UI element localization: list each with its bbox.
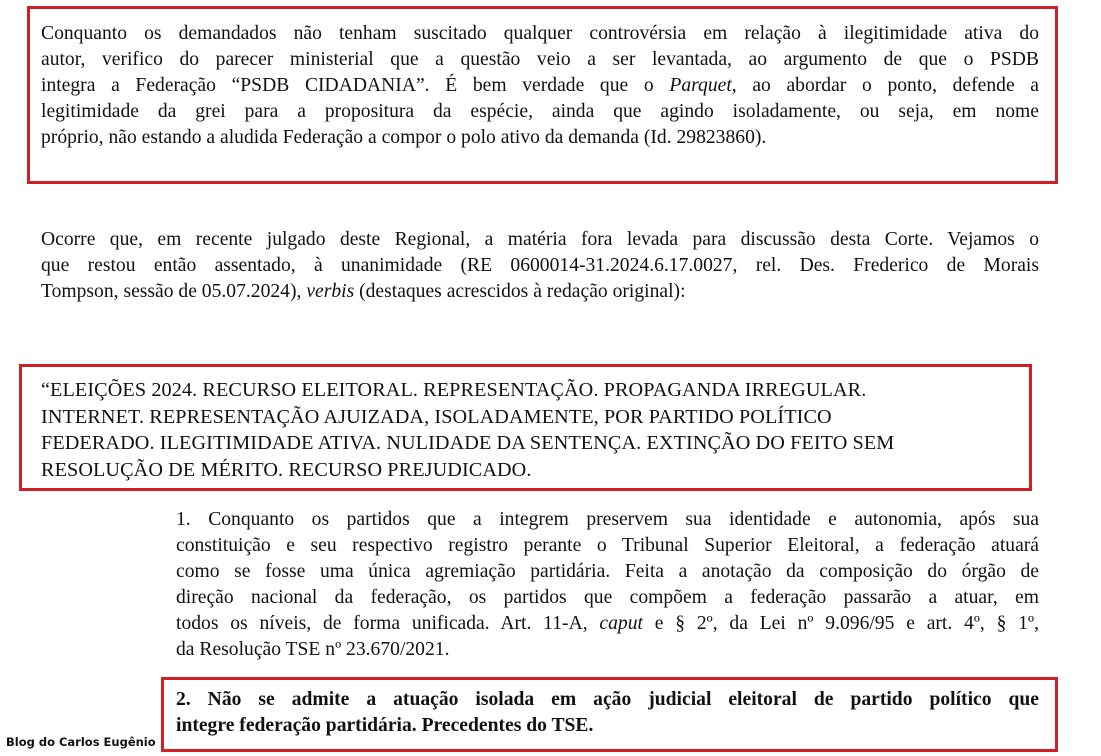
text-line: INTERNET. REPRESENTAÇÃO AJUIZADA, ISOLADAMENTE, POR PARTIDO POLÍTICO [41,405,832,428]
text-line: legitimidade da grei para a propositura da espécie, ainda que agindo isoladamente, ou seja, em nome [41,101,1039,122]
text-line: da Resolução TSE nº 23.670/2021. [176,639,450,660]
text-line [41,279,1039,305]
paragraph-parquet [41,21,1039,151]
text-run: e § 2º, da Lei nº 9.096/95 e art. 4º, § 1º, [642,613,1039,634]
text-line: FEDERADO. ILEGITIMIDADE ATIVA. NULIDADE DA SENTENÇA. EXTINÇÃO DO FEITO SEM [41,432,895,454]
ementa-item-1 [176,507,1039,663]
text-line: “ELEIÇÕES 2024. RECURSO ELEITORAL. REPRESENTAÇÃO. PROPAGANDA IRREGULAR. [41,379,867,401]
text-line: próprio, não estando a aludida Federação a compor o polo ativo da demanda (Id. 29823860). [41,127,767,148]
text-line: que restou então assentado, à unanimidade (RE 0600014-31.2024.6.17.0027, rel. Des. Frederico de Morais [41,255,1039,276]
ementa-heading [41,377,1031,483]
text-line: 1. Conquanto os partidos que a integrem preservem sua identidade e autonomia, após sua [176,509,1039,530]
blog-watermark: Blog do Carlos Eugênio [6,735,156,749]
text-line: como se fosse uma única agremiação partidária. Feita a anotação da composição do órgão de [176,561,1039,582]
text-run: integra a Federação “PSDB CIDADANIA”. É bem verdade que o [41,75,670,96]
text-line: integre federação partidária. Precedentes do TSE. [176,715,594,736]
italic-term: caput [599,613,643,634]
text-line: RESOLUÇÃO DE MÉRITO. RECURSO PREJUDICADO. [41,458,532,481]
paragraph-ocorre [41,227,1039,305]
text-run: todos os níveis, de forma unificada. Art. 11-A, [176,613,600,634]
ementa-item-2 [176,687,1039,739]
text-run: (destaques acrescidos à redação original): [354,281,686,302]
text-line [176,611,1039,637]
italic-term: Parquet [669,75,732,96]
italic-term: verbis [306,281,355,302]
text-line: 2. Não se admite a atuação isolada em ação judicial eleitoral de partido político que [176,689,1039,710]
text-line: Conquanto os demandados não tenham suscitado qualquer controvérsia em relação à ilegitimidade ativa do [41,23,1039,44]
text-line: Ocorre que, em recente julgado deste Regional, a matéria fora levada para discussão desta Corte. Vejamos o [41,229,1039,250]
text-run: Tompson, sessão de 05.07.2024), [41,281,307,302]
text-run: , ao abordar o ponto, defende a [731,75,1039,96]
text-line: direção nacional da federação, os partidos que compõem a federação passarão a atuar, em [176,587,1039,608]
text-line: autor, verifico do parecer ministerial que a questão veio a ser levantada, ao argumento de que o PSDB [41,49,1039,70]
text-line [41,73,1039,99]
text-line: constituição e seu respectivo registro perante o Tribunal Superior Eleitoral, a federação atuará [176,535,1039,556]
